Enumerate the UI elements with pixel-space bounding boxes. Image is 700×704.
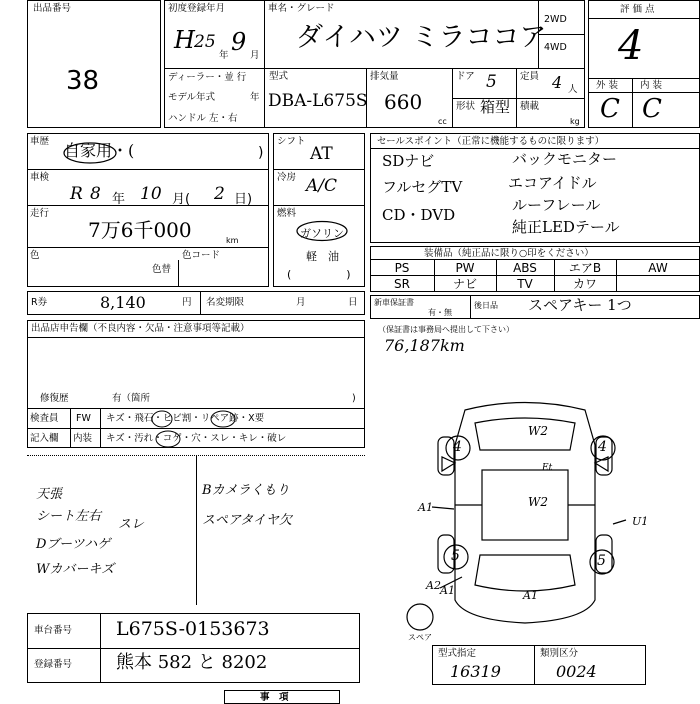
mark-u1: U1: [632, 515, 649, 528]
mark-a1-rear-2: A1: [523, 589, 538, 602]
equip-leather: カワ: [572, 277, 597, 291]
chassis-label: 車台番号: [34, 625, 73, 636]
light-oil: 軽 油: [306, 250, 339, 263]
interior-check-text: キズ・汚れ・コゲ・穴・スレ・キレ・破レ: [106, 433, 287, 444]
mark-a1-left: A1: [418, 501, 433, 514]
inspector-note-7: スペアタイヤ欠: [202, 513, 292, 528]
equip-navi: ナビ: [452, 277, 477, 291]
inspection-year: 8: [90, 184, 101, 204]
model-year-label: モデル年式: [168, 92, 216, 103]
dealer-label: ディーラー・並 行: [168, 72, 247, 83]
warranty-value: 有・無: [428, 308, 452, 317]
repair-value: 有（箇所: [112, 393, 151, 404]
spare-label: スペア: [408, 633, 432, 642]
equip-abs: ABS: [513, 261, 537, 275]
interior-circle: [150, 429, 190, 449]
color-code-label: 色コード: [182, 250, 221, 261]
first-reg-month: 9: [231, 28, 247, 56]
equip-pw: PW: [455, 261, 475, 275]
mark-a1-rear-1: A1: [440, 584, 455, 597]
fw-label: FW: [76, 413, 91, 424]
door-label: ドア: [456, 71, 475, 82]
class-code-label: 類別区分: [540, 648, 579, 659]
history-circle: [62, 141, 118, 165]
lot-label: 出品番号: [33, 3, 72, 14]
interior-label: 内 装: [640, 80, 663, 91]
sales-point-7: 純正LEDテール: [512, 218, 620, 236]
exterior-grade: C: [600, 94, 620, 124]
equip-airbag: エアB: [568, 261, 602, 275]
inspector-note-6: Bカメラくもり: [202, 483, 290, 498]
handle-label: ハンドル 左・右: [168, 113, 238, 124]
mark-et: Et: [542, 463, 553, 473]
inspection-era: R: [70, 184, 83, 204]
color-change-label: 色替: [152, 264, 172, 275]
inspection-label: 車検: [30, 172, 50, 183]
recycle-value: 8,140: [100, 293, 146, 312]
first-reg-year: 25: [194, 32, 216, 52]
inspection-day: 2: [214, 184, 225, 204]
inspector-note-2: シート左右: [36, 509, 102, 524]
later-items-value: スペアキー 1つ: [528, 296, 632, 314]
inspector-note-1: 天張: [36, 487, 63, 502]
sales-point-4: エコアイドル: [508, 174, 597, 192]
capacity-label: 定員: [520, 71, 540, 82]
sales-point-3: フルセグTV: [382, 178, 463, 196]
displacement-label: 排気量: [370, 71, 399, 82]
warranty-label: 新車保証書: [374, 298, 414, 307]
car-name: ダイハツ ミラココア: [296, 22, 547, 53]
mark-w2-mid: W2: [528, 495, 548, 509]
mark-w2-top: W2: [528, 424, 548, 438]
type-label: 型式: [269, 71, 289, 82]
fuel-circle: [295, 220, 349, 242]
chassis-value: L675S-0153673: [116, 618, 270, 640]
mileage-label: 走行: [30, 208, 50, 219]
load-label: 積載: [520, 101, 540, 112]
color-label: 色: [30, 250, 40, 261]
reg-value: 熊本 582 と 8202: [116, 652, 268, 673]
lot-number: 38: [66, 66, 100, 96]
later-items-label: 後日品: [474, 301, 498, 310]
sales-point-1: SDナビ: [382, 152, 435, 170]
inspector-note-3: スレ: [118, 517, 145, 532]
first-reg-era: H: [174, 26, 195, 54]
equip-sr: SR: [394, 277, 410, 291]
inspection-month: 10: [140, 184, 162, 204]
mark-5-right: 5: [597, 553, 606, 569]
equip-aw: AW: [648, 261, 668, 275]
mileage-value: 7万6千000: [88, 218, 192, 242]
recycle-label: R券: [31, 297, 48, 308]
fuel-value: ガソリン: [300, 227, 344, 240]
repair-label: 修復歴: [40, 393, 69, 404]
displacement: 660: [384, 90, 423, 114]
sales-point-2: バックモニター: [512, 150, 618, 168]
class-code-value: 0024: [556, 662, 597, 681]
footer-label: 事 項: [260, 692, 289, 703]
recycle-box: [27, 291, 365, 315]
shift-value: AT: [310, 144, 333, 164]
inspector-note-4: Dブーツハゲ: [36, 537, 111, 552]
notes-subtitle: （保証書は事務局へ提出して下さい）: [378, 325, 514, 334]
car-diagram: [380, 385, 670, 645]
mark-4-right: 4: [598, 439, 607, 455]
score-label: 評 価 点: [620, 4, 655, 15]
equip-tv: TV: [517, 277, 533, 291]
equip-ps: PS: [394, 261, 410, 275]
exterior-label: 外 装: [596, 80, 619, 91]
history-label: 車歴: [30, 136, 50, 147]
fw-circles: [150, 409, 260, 429]
shape: 箱型: [480, 98, 511, 116]
fuel-label: 燃料: [277, 208, 297, 219]
odometer-note: 76,187km: [384, 336, 465, 355]
score: 4: [618, 23, 644, 69]
reg-label: 登録番号: [34, 659, 73, 670]
model-code: DBA-L675S: [268, 91, 368, 111]
type-code-label: 型式指定: [438, 648, 477, 659]
sales-points-title: セールスポイント（正常に機能するものに限ります）: [377, 136, 605, 147]
lot-box: [27, 0, 161, 128]
inspector-note-5: Wカバーキズ: [36, 562, 115, 577]
interior-check-label: 内装: [73, 433, 93, 444]
drive-2wd: 2WD: [544, 14, 567, 25]
ac-value: A/C: [306, 176, 338, 196]
interior-grade: C: [642, 94, 662, 124]
ac-label: 冷房: [277, 172, 297, 183]
history-value: 自家用・(: [64, 141, 135, 160]
fw-text: キズ・飛石・ヒビ割・リペア跡・X要: [106, 413, 265, 424]
drive-4wd: 4WD: [544, 42, 567, 53]
name-label: 車名・グレード: [268, 3, 335, 14]
capacity: 4: [552, 73, 563, 92]
first-reg-label: 初度登録年月: [168, 3, 226, 14]
shape-label: 形状: [456, 101, 476, 112]
deadline-label: 名変期限: [206, 297, 245, 308]
mark-5-left: 5: [451, 548, 460, 564]
mark-a2: A2: [426, 579, 441, 592]
mark-4-left: 4: [453, 439, 462, 455]
sales-point-5: CD・DVD: [382, 206, 456, 224]
check-label-1: 検査員: [30, 413, 59, 424]
check-label-2: 記入欄: [30, 433, 59, 444]
sales-point-6: ルーフレール: [512, 196, 601, 214]
type-code-value: 16319: [450, 662, 501, 681]
doors: 5: [486, 72, 497, 92]
shift-label: シフト: [277, 136, 306, 147]
notes-title: 出品店申告欄（不良内容・欠品・注意事項等記載）: [31, 323, 250, 334]
equipment-title: 装備品（純正品に限り○印をください）: [424, 248, 594, 259]
